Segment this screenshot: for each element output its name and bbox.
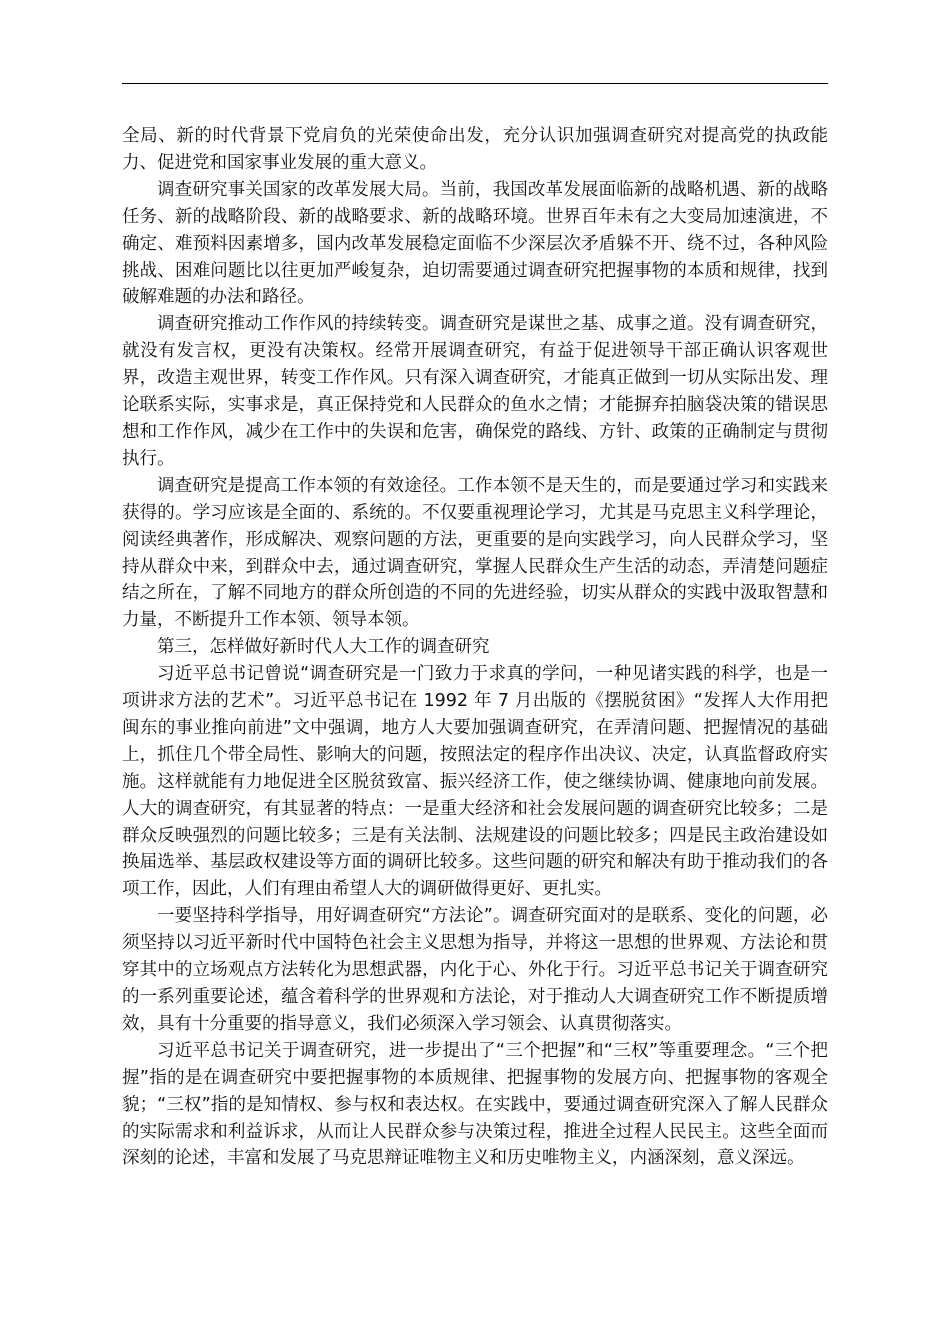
paragraph-reform-development: 调查研究事关国家的改革发展大局。当前，我国改革发展面临新的战略机遇、新的战略任务、新的战略阶段、新的战略要求、新的战略环境。世界百年未有之大变局加速演进，不确定、难预料因素增多，国内改革发展稳定面临不少深层次矛盾躲不开、绕不过，各种风险挑战、困难问题比以往更加严峻复杂，迫切需要通过调查研究把握事物的本质和规律，找到破解难题的办法和路径。 (122, 179, 828, 308)
paragraph-work-ability: 调查研究是提高工作本领的有效途径。工作本领不是天生的，而是要通过学习和实践来获得的。学习应该是全面的、系统的。不仅要重视理论学习，尤其是马克思主义科学理论，阅读经典著作，形成解决、观察问题的方法，更重要的是向实践学习，向人民群众学习，坚持从群众中来，到群众中去，通过调查研究，掌握人民群众生产生活的动态，弄清楚问题症结之所在，了解不同地方的群众所创造的不同的先进经验，切实从群众的实践中汲取智慧和力量，不断提升工作本领、领导本领。 (122, 475, 828, 631)
paragraph-three-grasps: 习近平总书记关于调查研究，进一步提出了“三个把握”和“三权”等重要理念。“三个把握”指的是在调查研究中要把握事物的本质规律、把握事物的发展方向、把握事物的客观全貌；“三权”指的是知情权、参与权和表达权。在实践中，要通过调查研究深入了解人民群众的实际需求和利益诉求，从而让人民群众参与决策过程，推进全过程人民民主。这些全面而深刻的论述，丰富和发展了马克思辩证唯物主义和历史唯物主义，内涵深刻，意义深远。 (122, 1040, 828, 1169)
paragraph-work-style: 调查研究推动工作作风的持续转变。调查研究是谋世之基、成事之道。没有调查研究，就没有发言权，更没有决策权。经常开展调查研究，有益于促进领导干部正确认识客观世界，改造主观世界，转变工作作风。只有深入调查研究，才能真正做到一切从实际出发、理论联系实际，实事求是，真正保持党和人民群众的鱼水之情；才能摒弃拍脑袋决策的错误思想和工作作风，减少在工作中的失误和危害，确保党的路线、方针、政策的正确制定与贯彻执行。 (122, 314, 828, 469)
section-heading-third: 第三，怎样做好新时代人大工作的调查研究 (157, 637, 490, 658)
paragraph-npc-research: 习近平总书记曾说“调查研究是一门致力于求真的学问，一种见诸实践的科学，也是一项讲求方法的艺术”。习近平总书记在 1992 年 7 月出版的《摆脱贫困》“发挥人大作用把闽东的事业推向前进”文中强调，地方人大要加强调查研究，在弄清问题、把握情况的基础上，抓住几个带全局性、影响大的问题，按照法定的程序作出决议、决定，认真监督政府实施。这样就能有力地促进全区脱贫致富、振兴经济工作，使之继续协调、健康地向前发展。人大的调查研究，有其显著的特点：一是重大经济和社会发展问题的调查研究比较多；二是群众反映强烈的问题比较多；三是有关法制、法规建设的问题比较多；四是民主政治建设如换届选举、基层政权建设等方面的调研比较多。这些问题的研究和解决有助于推动我们的各项工作，因此，人们有理由希望人大的调研做得更好、更扎实。 (122, 664, 828, 900)
header-rule (122, 83, 828, 84)
paragraph-scientific-guidance: 一要坚持科学指导，用好调查研究“方法论”。调查研究面对的是联系、变化的问题，必须坚持以习近平新时代中国特色社会主义思想为指导，并将这一思想的世界观、方法论和贯穿其中的立场观点方法转化为思想武器，内化于心、外化于行。习近平总书记关于调查研究的一系列重要论述，蕴含着科学的世界观和方法论，对于推动人大调查研究工作不断提质增效，具有十分重要的指导意义，我们必须深入学习领会、认真贯彻落实。 (122, 906, 828, 1034)
document-body (122, 123, 828, 1172)
paragraph-continuation: 全局、新的时代背景下党肩负的光荣使命出发，充分认识加强调查研究对提高党的执政能力、促进党和国家事业发展的重大意义。 (122, 126, 828, 173)
